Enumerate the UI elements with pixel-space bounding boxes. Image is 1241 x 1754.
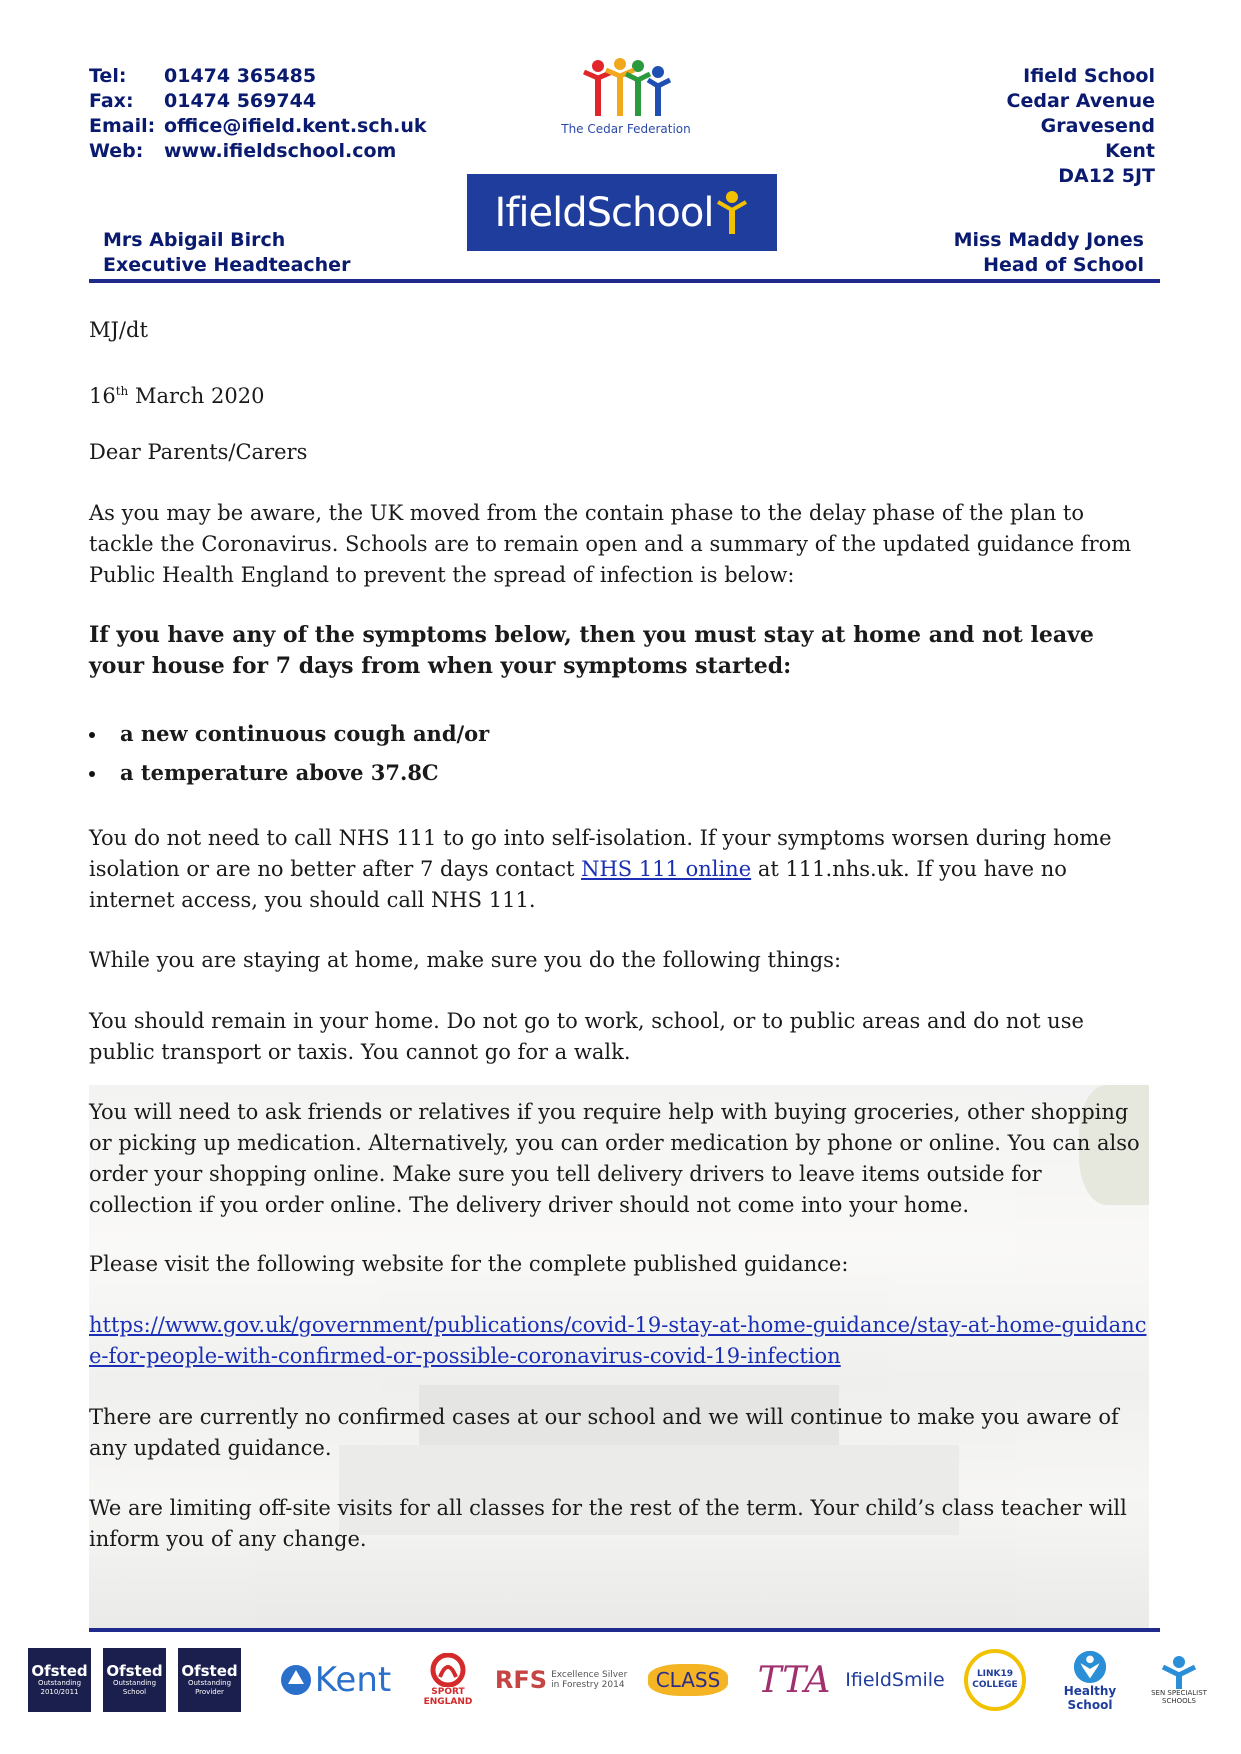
symptom-list — [89, 718, 489, 796]
date-day: 16 — [89, 384, 116, 408]
bullet-icon — [89, 732, 95, 738]
sport-england-icon — [430, 1653, 466, 1687]
class-logo: CLASS — [648, 1648, 728, 1712]
ofsted-logo: Ofsted Outstanding Provider — [178, 1648, 241, 1712]
ofsted-logo: Ofsted Outstanding 2010/2011 — [28, 1648, 91, 1712]
ofsted-logo: Ofsted Outstanding School — [103, 1648, 166, 1712]
contact-fax: Fax: 01474 569744 — [89, 90, 317, 112]
ifield-smile-logo: IfieldSmile — [845, 1669, 945, 1691]
paragraph-remain-home: You should remain in your home. Do not go to work, school, or to public areas and do not use public transport or taxis. You cannot go for a walk. — [89, 1009, 1084, 1064]
figures-icon — [576, 58, 676, 120]
contact-web: Web: www.ifieldschool.com — [89, 140, 397, 162]
contact-email: Email: office@ifield.kent.sch.uk — [89, 115, 427, 137]
contact-tel: Tel: 01474 365485 — [89, 65, 317, 87]
kent-horse-icon — [279, 1660, 313, 1700]
address-line: Gravesend — [1040, 115, 1155, 137]
paragraph-intro: As you may be aware, the UK moved from the contain phase to the delay phase of the plan to tackle the Coronavirus. Schools are to remain open and a summary of the updated guidance from Public Health England to prevent the spread of infection is below: — [89, 501, 1132, 587]
healthy-school-icon — [1068, 1648, 1112, 1684]
paragraph-symptoms-warning: If you have any of the symptoms below, then you must stay at home and not leave your house for 7 days from when your symptoms started: — [89, 622, 1094, 679]
tta-logo: TTA — [757, 1659, 831, 1701]
paragraph-nhs: You do not need to call NHS 111 to go into self-isolation. If your symptoms worsen during home isolation or are no better after 7 days contact NHS 111 online at 111.nhs.uk. If you have no internet access, you should call NHS 111. — [89, 826, 1112, 912]
executive-role: Executive Headteacher — [103, 254, 351, 276]
executive-headteacher — [103, 228, 350, 278]
sen-specialist-logo: SEN SPECIALIST SCHOOLS — [1146, 1648, 1212, 1712]
guidance-url-link[interactable]: https://www.gov.uk/government/publications/covid-19-stay-at-home-guidance/stay-at-home-guidance-for-people-with-confirmed-or-possible-coronavirus-covid-19-infection — [89, 1313, 1147, 1368]
contact-details — [89, 64, 529, 164]
paragraph-no-cases: There are currently no confirmed cases at our school and we will continue to make you aware of any updated guidance. — [89, 1405, 1119, 1460]
date-rest: March 2020 — [128, 384, 265, 408]
head-of-school — [954, 228, 1144, 278]
guidance-link-paragraph — [89, 1310, 1149, 1372]
sen-figure-icon — [1159, 1655, 1199, 1689]
address-line: Cedar Avenue — [1006, 90, 1155, 112]
paragraph-visit-website: Please visit the following website for the complete published guidance: — [89, 1252, 849, 1276]
rfs-logo: RFS Excellence Silver in Forestry 2014 — [494, 1666, 628, 1694]
footer-divider — [89, 1628, 1160, 1632]
head-role: Head of School — [983, 254, 1144, 276]
address-line: DA12 5JT — [1058, 165, 1155, 187]
executive-name: Mrs Abigail Birch — [103, 229, 286, 251]
federation-name: The Cedar Federation — [561, 122, 691, 136]
link19-logo: LINK19 COLLEGE — [960, 1648, 1030, 1712]
head-name: Miss Maddy Jones — [953, 229, 1144, 251]
paragraph-help: You will need to ask friends or relatives if you require help with buying groceries, other shopping or picking up medication. Alternatively, you can order medication by phone or online. You can also order your shopping online. Make sure you tell delivery drivers to leave items outside for collection if you order online. The delivery driver should not come into your home. — [89, 1100, 1140, 1217]
paragraph-at-home: While you are staying at home, make sure you do the following things: — [89, 948, 842, 972]
nhs-111-online-link[interactable]: NHS 111 online — [581, 857, 752, 881]
reference: MJ/dt — [89, 318, 148, 342]
list-item: a new continuous cough and/or — [89, 718, 489, 757]
bullet-icon — [89, 771, 95, 777]
cedar-federation-logo — [556, 58, 696, 138]
salutation: Dear Parents/Carers — [89, 440, 308, 464]
address-line: Ifield School — [1023, 65, 1155, 87]
paragraph-off-site: We are limiting off-site visits for all classes for the rest of the term. Your child’s class teacher will inform you of any change. — [89, 1496, 1127, 1551]
school-figure-icon — [715, 190, 749, 236]
header-divider — [89, 279, 1160, 283]
sport-england-logo: SPORT ENGLAND — [413, 1648, 483, 1712]
ifield-school-logo — [467, 174, 777, 251]
healthy-school-logo: Healthy School — [1040, 1648, 1140, 1712]
list-item: a temperature above 37.8C — [89, 757, 489, 796]
school-logo-text: IfieldSchool — [494, 189, 714, 236]
school-address — [1007, 64, 1155, 189]
address-line: Kent — [1105, 140, 1155, 162]
letter-date — [89, 376, 1149, 412]
date-suffix: th — [115, 384, 129, 398]
footer-logos — [28, 1648, 1218, 1728]
kent-logo: Kent — [270, 1648, 400, 1712]
